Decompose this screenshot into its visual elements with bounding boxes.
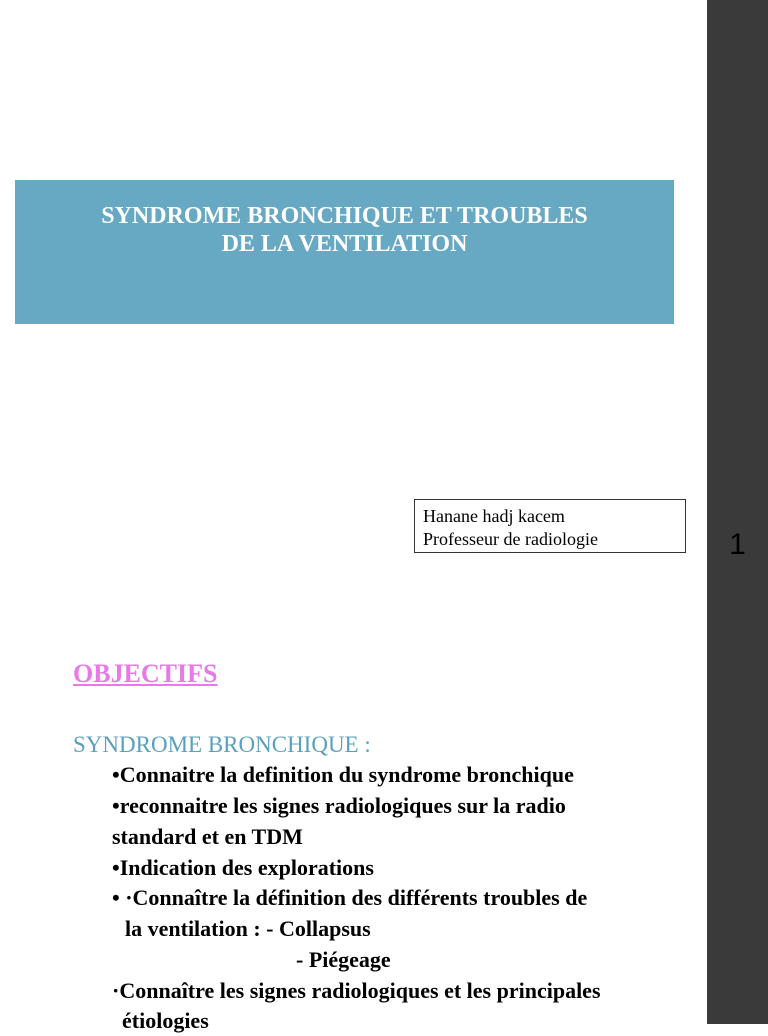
slide-title-line-2: DE LA VENTILATION bbox=[221, 231, 468, 257]
objective-line: standard et en TDM bbox=[112, 824, 303, 849]
objective-line: • ·Connaître la définition des différents troubles de bbox=[112, 885, 588, 910]
slide-title-line-1: SYNDROME BRONCHIQUE ET TROUBLES bbox=[101, 203, 588, 229]
objective-line: - Piégeage bbox=[296, 947, 391, 972]
section-title: SYNDROME BRONCHIQUE : bbox=[73, 732, 371, 757]
objective-line: •Indication des explorations bbox=[112, 855, 374, 880]
slide-number: 1 bbox=[729, 528, 746, 561]
objectives-heading: OBJECTIFS bbox=[73, 659, 218, 688]
slide-sidebar bbox=[707, 0, 768, 1024]
title-banner bbox=[15, 180, 674, 324]
author-role: Professeur de radiologie bbox=[423, 529, 598, 549]
objective-line: ·Connaître les signes radiologiques et les principales bbox=[112, 978, 601, 1003]
author-name: Hanane hadj kacem bbox=[423, 506, 565, 526]
objective-line: la ventilation : - Collapsus bbox=[125, 916, 371, 941]
objective-line: •reconnaitre les signes radiologiques sur la radio bbox=[112, 793, 566, 818]
objective-line: •Connaitre la definition du syndrome bronchique bbox=[112, 762, 574, 787]
author-box bbox=[414, 499, 686, 553]
objective-line: étiologies bbox=[122, 1008, 209, 1033]
